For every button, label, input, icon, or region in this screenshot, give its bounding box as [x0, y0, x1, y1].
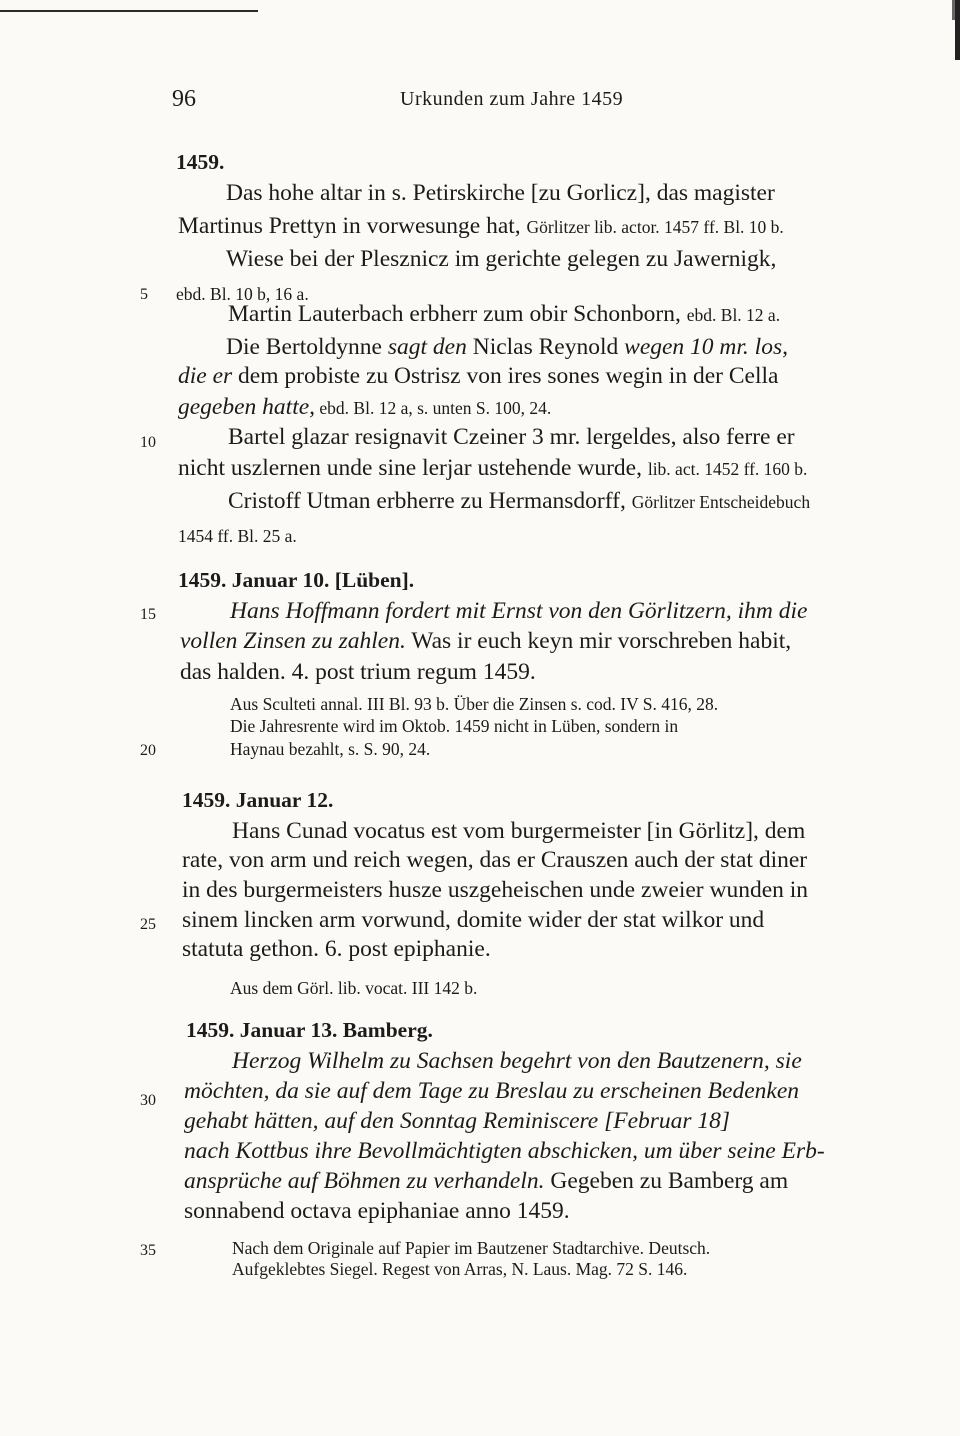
text-line — [180, 661, 536, 685]
text-segment: Das hohe altar in s. Petirskirche [zu Gorlicz], das magister — [226, 180, 775, 206]
text-line — [226, 248, 776, 272]
margin-line-number: 20 — [140, 742, 156, 759]
reference-note: ebd. Bl. 10 b, 16 a. — [176, 284, 309, 304]
text-segment-italic: möchten, da sie auf dem Tage zu Breslau zu erscheinen Bedenken — [184, 1078, 800, 1104]
text-segment-italic: Hans Hoffmann fordert mit Ernst von den Görlitzern, ihm die — [230, 598, 808, 624]
text-segment: Niclas Reynold — [466, 334, 625, 360]
entry-date: 1459. Januar 10. [Lüben]. — [178, 568, 415, 592]
text-line — [178, 524, 297, 548]
reference-note: lib. act. 1452 ff. 160 b. — [647, 459, 808, 479]
text-segment-italic: Herzog Wilhelm zu Sachsen begehrt von den Bautzenern, sie — [232, 1048, 802, 1074]
text-line — [230, 600, 807, 624]
text-segment: Hans Cunad vocatus est vom burgermeister [in Görlitz], dem — [232, 818, 806, 844]
reference-note: Die Jahresrente wird im Oktob. 1459 nicht in Lüben, sondern in — [230, 716, 679, 736]
text-line — [184, 1140, 825, 1164]
text-segment: Die Bertoldynne — [226, 334, 388, 360]
text-line — [182, 879, 808, 903]
text-line — [232, 1257, 687, 1281]
text-line — [232, 1050, 802, 1074]
text-line — [230, 976, 477, 1000]
reference-note: Nach dem Originale auf Papier im Bautzener Stadtarchive. Deutsch. — [232, 1238, 711, 1258]
margin-line-number: 25 — [140, 916, 156, 933]
text-segment-italic: wegen 10 mr. los, — [624, 334, 788, 360]
text-segment: nicht uszlernen unde sine lerjar ustehende wurde, — [178, 455, 648, 481]
text-line — [182, 849, 807, 873]
entry-date: 1459. Januar 12. — [182, 788, 334, 812]
text-segment: Gegeben zu Bamberg am — [544, 1168, 789, 1194]
entry-date: 1459. Januar 13. Bamberg. — [186, 1018, 433, 1042]
text-segment: Cristoff Utman erbherre zu Hermansdorff, — [228, 488, 632, 514]
text-segment: dem probiste zu Ostrisz von ires sones wegin in der Cella — [232, 363, 779, 389]
reference-note: Haynau bezahlt, s. S. 90, 24. — [230, 739, 431, 759]
text-line — [226, 336, 788, 360]
entry-date: 1459. — [176, 150, 225, 174]
top-rule — [0, 10, 258, 12]
text-line — [228, 426, 795, 450]
text-line — [228, 490, 810, 514]
text-line — [184, 1200, 570, 1224]
text-line — [226, 182, 775, 206]
text-segment-italic: vollen Zinsen zu zahlen. — [180, 628, 406, 654]
margin-line-number: 35 — [140, 1242, 156, 1259]
text-line — [178, 396, 551, 420]
reference-note: ebd. Bl. 12 a, s. unten S. 100, 24. — [315, 398, 552, 418]
margin-line-number: 5 — [140, 286, 148, 303]
text-segment: sonnabend octava epiphaniae anno 1459. — [184, 1198, 570, 1224]
text-segment-italic: gehabt hätten, auf den Sonntag Reminiscere [Februar 18] — [184, 1108, 731, 1134]
text-line — [230, 737, 430, 761]
margin-line-number: 10 — [140, 434, 156, 451]
text-line — [178, 215, 784, 239]
text-segment-italic: die er — [178, 363, 233, 389]
text-segment-italic: ansprüche auf Böhmen zu verhandeln. — [184, 1168, 545, 1194]
reference-note: ebd. Bl. 12 a. — [686, 305, 781, 325]
text-segment-italic: nach Kottbus ihre Bevollmächtigten abschicken, um über seine Erb- — [184, 1138, 825, 1164]
reference-note: Görlitzer lib. actor. 1457 ff. Bl. 10 b. — [526, 217, 784, 237]
text-segment: statuta gethon. 6. post epiphanie. — [182, 936, 491, 962]
text-line — [184, 1080, 799, 1104]
text-segment: das halden. 4. post trium regum 1459. — [180, 659, 536, 685]
text-line — [230, 714, 678, 738]
reference-note: Aus dem Görl. lib. vocat. III 142 b. — [230, 978, 478, 998]
page-edge-shadow — [955, 0, 960, 60]
reference-note: Aus Sculteti annal. III Bl. 93 b. Über die Zinsen s. cod. IV S. 416, 28. — [230, 694, 719, 714]
text-line — [184, 1110, 730, 1134]
text-segment: in des burgermeisters husze uszgeheischen unde zweier wunden in — [182, 877, 809, 903]
text-line — [182, 938, 491, 962]
page-edge-shadow-2 — [952, 0, 955, 20]
text-segment: Wiese bei der Plesznicz im gerichte gelegen zu Jawernigk, — [226, 246, 777, 272]
text-line — [184, 1170, 788, 1194]
text-line — [178, 365, 778, 389]
reference-note: Görlitzer Entscheidebuch — [631, 492, 811, 512]
text-segment: Martin Lauterbach erbherr zum obir Schonborn, — [228, 301, 687, 327]
running-title: Urkunden zum Jahre 1459 — [400, 88, 624, 110]
margin-line-number: 30 — [140, 1092, 156, 1109]
text-line — [228, 303, 780, 327]
text-line — [180, 630, 791, 654]
margin-line-number: 15 — [140, 606, 156, 623]
text-segment-italic: sagt den — [387, 334, 467, 360]
text-line — [178, 457, 807, 481]
text-segment: Was ir euch keyn mir vorschreben habit, — [405, 628, 792, 654]
reference-note: Aufgeklebtes Siegel. Regest von Arras, N. Laus. Mag. 72 S. 146. — [232, 1259, 688, 1279]
text-line — [232, 1236, 710, 1260]
text-segment: sinem lincken arm vorwund, domite wider der stat wilkor und — [182, 907, 765, 933]
text-line — [232, 820, 805, 844]
text-segment-italic: gegeben hatte, — [178, 394, 316, 420]
text-line — [230, 692, 718, 716]
page-number: 96 — [172, 86, 196, 112]
text-line — [182, 909, 764, 933]
text-segment: rate, von arm und reich wegen, das er Crauszen auch der stat diner — [182, 847, 808, 873]
reference-note: 1454 ff. Bl. 25 a. — [178, 526, 297, 546]
text-segment: Martinus Prettyn in vorwesunge hat, — [178, 213, 527, 239]
text-segment: Bartel glazar resignavit Czeiner 3 mr. lergeldes, also ferre er — [228, 424, 795, 450]
